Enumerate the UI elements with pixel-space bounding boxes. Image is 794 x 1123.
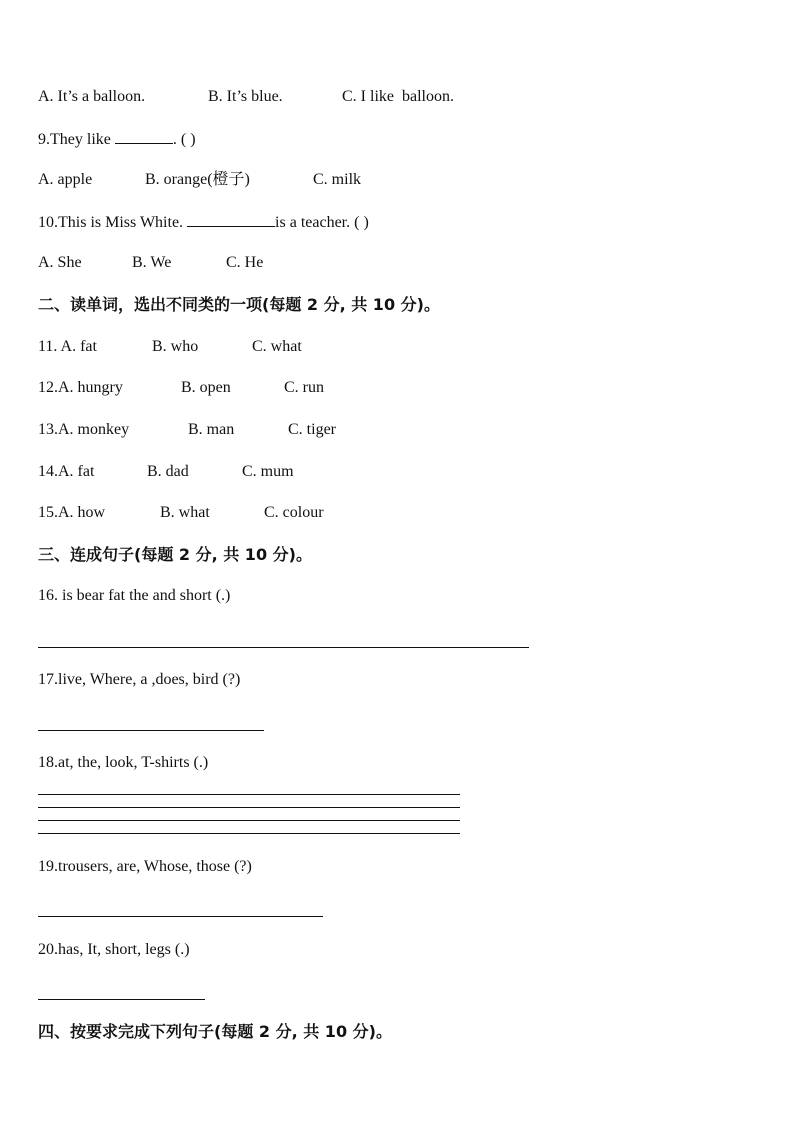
q15-option-b[interactable]: B. what bbox=[160, 504, 210, 521]
q14-option-b[interactable]: B. dad bbox=[147, 463, 189, 480]
q17-answer-line[interactable] bbox=[38, 730, 264, 731]
q15-option-c[interactable]: C. colour bbox=[264, 504, 324, 521]
q9-question bbox=[38, 129, 196, 150]
q18-prompt: 18.at, the, look, T-shirts (.) bbox=[38, 754, 209, 771]
q10-option-c[interactable]: C. He bbox=[226, 254, 264, 271]
q9-answer-blank[interactable] bbox=[115, 129, 173, 144]
q13-option-a[interactable]: 13.A. monkey bbox=[38, 421, 130, 438]
q10-suffix: is a teacher. ( ) bbox=[275, 214, 369, 231]
q18-answer-line-1[interactable] bbox=[38, 794, 460, 795]
q11-option-b[interactable]: B. who bbox=[152, 338, 199, 355]
q12-option-c[interactable]: C. run bbox=[284, 379, 324, 396]
q14-option-c[interactable]: C. mum bbox=[242, 463, 294, 480]
q10-question bbox=[38, 212, 369, 233]
section-3-title: 三、连成句子(每题 2 分, 共 10 分)。 bbox=[38, 545, 312, 564]
q11-option-a[interactable]: 11. A. fat bbox=[38, 338, 97, 355]
q13-option-b[interactable]: B. man bbox=[188, 421, 235, 438]
q15-option-a[interactable]: 15.A. how bbox=[38, 504, 106, 521]
q19-prompt: 19.trousers, are, Whose, those (?) bbox=[38, 858, 252, 875]
q12-option-b[interactable]: B. open bbox=[181, 379, 231, 396]
q18-answer-line-3[interactable] bbox=[38, 820, 460, 821]
q8-option-c[interactable]: C. I like balloon. bbox=[342, 88, 454, 105]
q10-answer-blank[interactable] bbox=[187, 212, 275, 227]
q18-answer-line-4[interactable] bbox=[38, 833, 460, 834]
q19-answer-line[interactable] bbox=[38, 916, 323, 917]
section-4-title: 四、按要求完成下列句子(每题 2 分, 共 10 分)。 bbox=[38, 1022, 392, 1041]
q10-option-b[interactable]: B. We bbox=[132, 254, 172, 271]
q10-option-a[interactable]: A. She bbox=[38, 254, 82, 271]
q8-option-a[interactable]: A. It’s a balloon. bbox=[38, 88, 146, 105]
q16-prompt: 16. is bear fat the and short (.) bbox=[38, 587, 231, 604]
q11-option-c[interactable]: C. what bbox=[252, 338, 302, 355]
q8-option-b[interactable]: B. It’s blue. bbox=[208, 88, 283, 105]
q17-prompt: 17.live, Where, a ,does, bird (?) bbox=[38, 671, 241, 688]
q10-prefix: 10.This is Miss White. bbox=[38, 214, 188, 231]
q20-answer-line[interactable] bbox=[38, 999, 205, 1000]
q9-option-b[interactable]: B. orange(橙子) bbox=[145, 171, 250, 188]
q13-option-c[interactable]: C. tiger bbox=[288, 421, 336, 438]
q9-prefix: 9.They like bbox=[38, 131, 115, 148]
section-2-title: 二、读单词，选出不同类的一项(每题 2 分, 共 10 分)。 bbox=[38, 295, 440, 314]
q12-option-a[interactable]: 12.A. hungry bbox=[38, 379, 123, 396]
q9-option-a[interactable]: A. apple bbox=[38, 171, 93, 188]
q9-suffix: . ( ) bbox=[172, 131, 196, 148]
q20-prompt: 20.has, It, short, legs (.) bbox=[38, 941, 190, 958]
q18-answer-line-2[interactable] bbox=[38, 807, 460, 808]
q16-answer-line[interactable] bbox=[38, 647, 529, 648]
q9-option-c[interactable]: C. milk bbox=[313, 171, 362, 188]
q14-option-a[interactable]: 14.A. fat bbox=[38, 463, 95, 480]
